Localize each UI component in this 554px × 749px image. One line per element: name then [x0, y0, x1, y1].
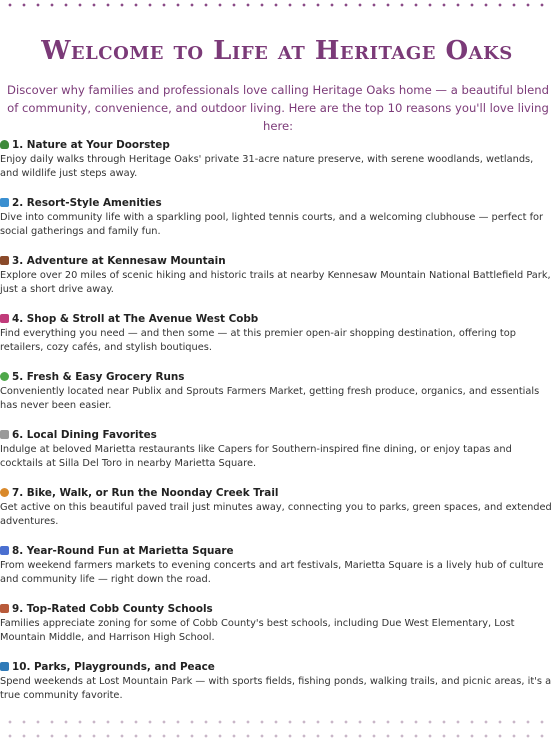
page-title: Welcome to Life at Heritage Oaks — [41, 36, 513, 66]
park-icon — [0, 662, 9, 671]
reason-item — [0, 196, 552, 239]
reason-item — [0, 428, 552, 471]
tree-icon — [0, 140, 9, 149]
reasons-list — [0, 138, 552, 718]
music-notes-icon — [0, 546, 9, 555]
fork-knife-icon — [0, 430, 9, 439]
reason-body: Families appreciate zoning for some of Cobb County's best schools, including Due West Elementary, Lost Mountain Middle, and Harrison High School. — [0, 618, 515, 644]
reason-item — [0, 486, 552, 529]
intro-paragraph: Discover why families and professionals love calling Heritage Oaks home — a beautiful blend of community, convenience, and outdoor living. Here are the top 10 reasons you'll love living here: — [7, 83, 549, 133]
hiking-boot-icon — [0, 256, 9, 265]
books-icon — [0, 604, 9, 613]
reason-heading: 2. Resort-Style Amenities — [12, 197, 162, 209]
reason-heading: 8. Year-Round Fun at Marietta Square — [12, 545, 234, 557]
reason-item — [0, 138, 552, 181]
shopping-bags-icon — [0, 314, 9, 323]
reason-item — [0, 660, 552, 703]
reason-body: Conveniently located near Publix and Sprouts Farmers Market, getting fresh produce, organics, and essentials has never been easier. — [0, 386, 540, 412]
reason-body: Get active on this beautiful paved trail just minutes away, connecting you to parks, green spaces, and extended adventures. — [0, 502, 552, 528]
reason-item — [0, 370, 552, 413]
bicycle-icon — [0, 488, 9, 497]
reason-heading: 3. Adventure at Kennesaw Mountain — [12, 255, 226, 267]
reason-body: Dive into community life with a sparkling pool, lighted tennis courts, and a welcoming clubhouse — perfect for social gatherings and family fun. — [0, 212, 544, 238]
reason-heading: 4. Shop & Stroll at The Avenue West Cobb — [12, 313, 259, 325]
reason-heading: 9. Top-Rated Cobb County Schools — [12, 603, 213, 615]
top-dot-border — [0, 0, 554, 10]
reason-item — [0, 544, 552, 587]
reason-item — [0, 254, 552, 297]
reason-heading: 7. Bike, Walk, or Run the Noonday Creek Trail — [12, 487, 279, 499]
bottom-dot-border — [0, 715, 554, 743]
vegetables-icon — [0, 372, 9, 381]
reason-heading: 5. Fresh & Easy Grocery Runs — [12, 371, 185, 383]
reason-body: Spend weekends at Lost Mountain Park — with sports fields, fishing ponds, walking trails, and picnic areas, it's a true community favorite. — [0, 676, 552, 702]
reason-body: Find everything you need — and then some — at this premier open-air shopping destination, offering top retailers, cozy cafés, and stylish boutiques. — [0, 328, 516, 354]
reason-heading: 6. Local Dining Favorites — [12, 429, 157, 441]
reason-body: Indulge at beloved Marietta restaurants like Capers for Southern-inspired fine dining, or enjoy tapas and cocktails at Silla Del Toro in nearby Marietta Square. — [0, 444, 512, 470]
pool-icon — [0, 198, 9, 207]
reason-body: Enjoy daily walks through Heritage Oaks' private 31-acre nature preserve, with serene woodlands, wetlands, and wildlife just steps away. — [0, 154, 534, 180]
reason-body: From weekend farmers markets to evening concerts and art festivals, Marietta Square is a lively hub of culture and community life — right down the road. — [0, 560, 544, 586]
reason-item — [0, 602, 552, 645]
reason-heading: 10. Parks, Playgrounds, and Peace — [12, 661, 215, 673]
reason-heading: 1. Nature at Your Doorstep — [12, 139, 170, 151]
reason-body: Explore over 20 miles of scenic hiking and historic trails at nearby Kennesaw Mountain National Battlefield Park, just a short drive away. — [0, 270, 551, 296]
reason-item — [0, 312, 552, 355]
